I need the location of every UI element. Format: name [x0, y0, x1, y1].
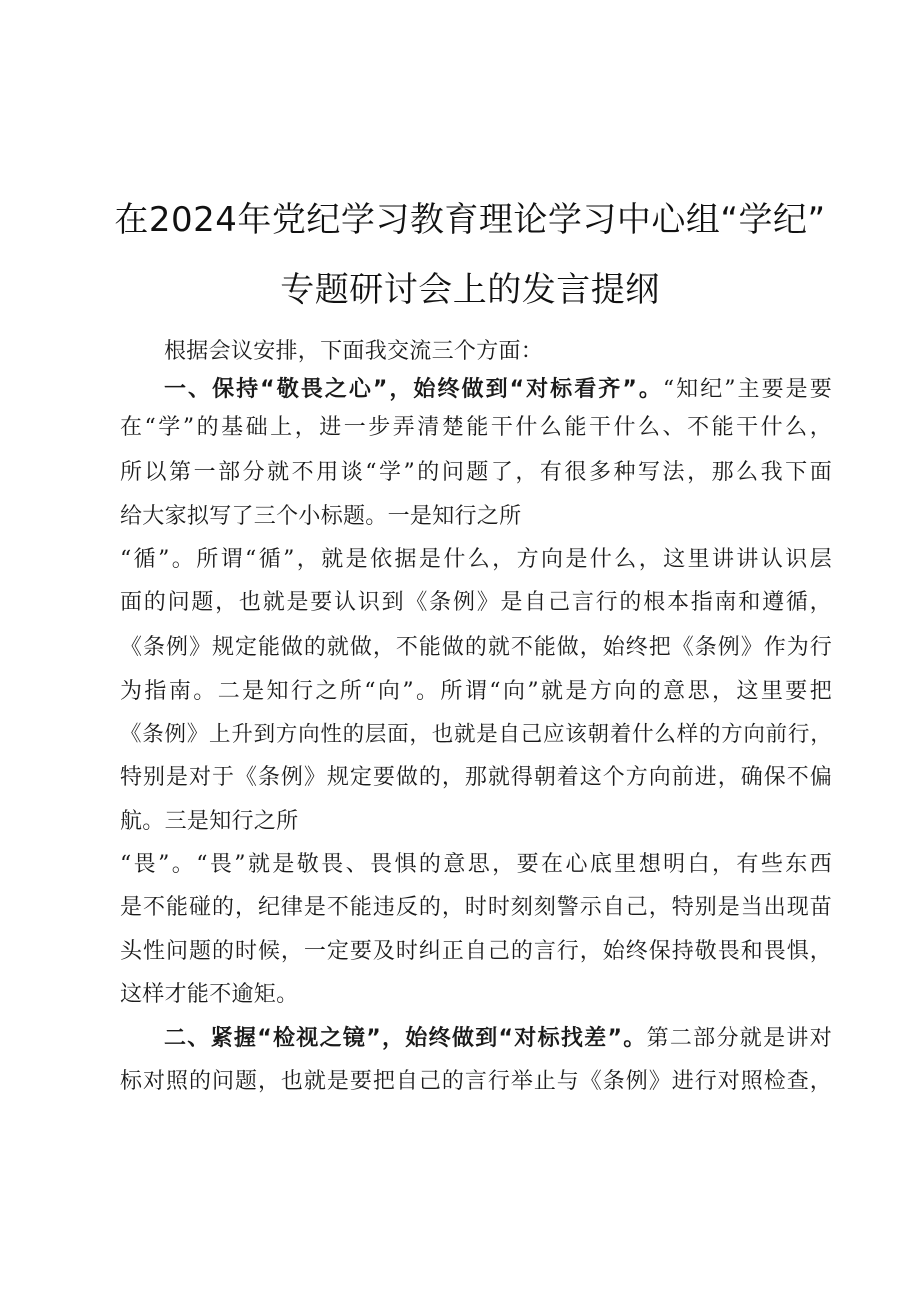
document-title-line-1: 在2024年党纪学习教育理论学习中心组“学纪”	[114, 200, 826, 240]
intro-paragraph: 根据会议安排，下面我交流三个方面：	[164, 339, 544, 364]
section-1-first-line	[164, 375, 832, 405]
section-1-line-12: 是不能碰的，纪律是不能违反的，时时刻刻警示自己，特别是当出现苗	[120, 895, 832, 920]
section-2-heading: 二、紧握“检视之镜”，始终做到“对标找差”。	[164, 1026, 647, 1051]
section-1-line-9: 特别是对于《条例》规定要做的，那就得朝着这个方向前进，确保不偏	[120, 765, 832, 790]
section-1-line-3: 给大家拟写了三个小标题。一是知行之所	[120, 504, 522, 529]
section-1-line-0: “知纪”主要是要	[662, 377, 832, 402]
section-1-line-2: 所以第一部分就不用谈“学”的问题了，有很多种写法，那么我下面	[120, 460, 832, 485]
section-2-line-1: 标对照的问题，也就是要把自己的言行举止与《条例》进行对照检查，	[120, 1069, 832, 1094]
section-1-line-14: 这样才能不逾矩。	[120, 982, 299, 1007]
section-1-line-7: 为指南。二是知行之所“向”。所谓“向”就是方向的意思，这里要把	[120, 679, 832, 704]
section-2-line-0: 第二部分就是讲对	[646, 1026, 833, 1051]
section-1-heading: 一、保持“敬畏之心”，始终做到“对标看齐”。	[164, 377, 663, 402]
section-1-line-6: 《条例》规定能做的就做，不能做的就不能做，始终把《条例》作为行	[120, 635, 832, 660]
document-title-line-2: 专题研讨会上的发言提纲	[280, 270, 660, 310]
section-1-line-10: 航。三是知行之所	[120, 809, 299, 834]
section-1-line-8: 《条例》上升到方向性的层面，也就是自己应该朝着什么样的方向前行，	[120, 722, 832, 747]
section-1-line-4: “循”。所谓“循”，就是依据是什么，方向是什么，这里讲讲认识层	[120, 547, 832, 572]
section-1-line-5: 面的问题，也就是要认识到《条例》是自己言行的根本指南和遵循，	[120, 590, 832, 615]
section-1-line-13: 头性问题的时候，一定要及时纠正自己的言行，始终保持敬畏和畏惧，	[120, 939, 832, 964]
section-1-line-1: 在“学”的基础上，进一步弄清楚能干什么能干什么、不能干什么，	[120, 415, 832, 440]
section-1-line-11: “畏”。“畏”就是敬畏、畏惧的意思，要在心底里想明白，有些东西	[120, 852, 832, 877]
section-2-first-line	[164, 1024, 832, 1054]
